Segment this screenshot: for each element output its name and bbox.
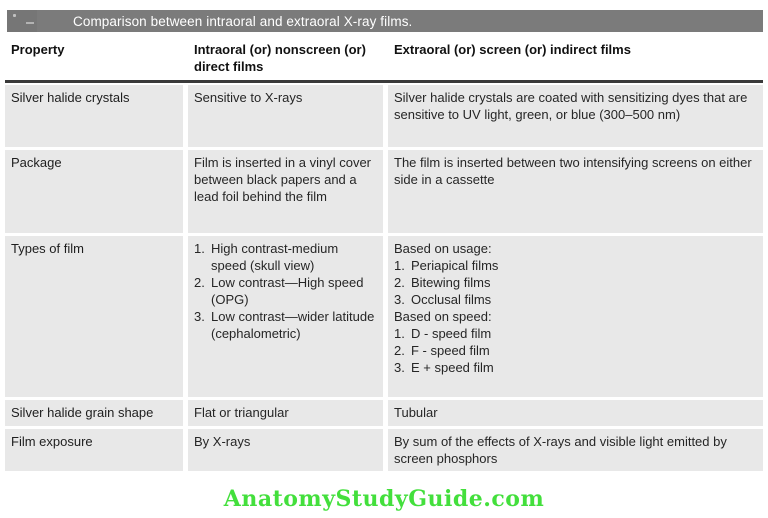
list-number: 2.: [394, 275, 405, 290]
list-text: Occlusal films: [411, 292, 492, 307]
cell-intraoral: Flat or triangular: [188, 400, 383, 426]
watermark-link[interactable]: AnatomyStudyGuide.com: [223, 486, 545, 512]
table-title-bar: [7, 10, 763, 32]
list-text: Periapical films: [411, 258, 499, 273]
cell-property: Film exposure: [5, 429, 183, 471]
list-text: Low contrast—wider latitude (cephalometric): [211, 309, 375, 341]
cell-property: Silver halide grain shape: [5, 400, 183, 426]
list-number: 3.: [394, 292, 405, 307]
cell-line: [394, 359, 757, 376]
list-number: 1.: [194, 241, 205, 256]
cell-extraoral: By sum of the effects of X-rays and visible light emitted by screen phosphors: [388, 429, 763, 471]
cell-extraoral: Tubular: [388, 400, 763, 426]
cell-intraoral: [188, 236, 383, 397]
cell-extraoral: Silver halide crystals are coated with sensitizing dyes that are sensitive to UV light, green, or blue (300–500 nm): [388, 85, 763, 147]
cell-line: [394, 257, 757, 274]
column-header-extraoral: Extraoral (or) screen (or) indirect films: [394, 42, 631, 57]
header-divider-rule: [5, 80, 763, 83]
table-body: [0, 85, 768, 471]
list-text: Bitewing films: [411, 275, 491, 290]
table-header-row: [5, 32, 763, 80]
cell-extraoral: [388, 236, 763, 397]
cell-line: [394, 291, 757, 308]
table-row: [5, 236, 763, 397]
table-title: Comparison between intraoral and extraoral X-ray films.: [73, 13, 413, 29]
list-number: 2.: [194, 275, 205, 290]
list-number: 1.: [394, 326, 405, 341]
column-header-intraoral: Intraoral (or) nonscreen (or) direct films: [194, 42, 366, 74]
cell-line: [194, 308, 377, 342]
cell-line: [194, 240, 377, 274]
cell-intraoral: Sensitive to X-rays: [188, 85, 383, 147]
cell-line: [394, 274, 757, 291]
cell-line: [394, 325, 757, 342]
cell-intraoral: Film is inserted in a vinyl cover between black papers and a lead foil behind the film: [188, 150, 383, 233]
cell-extraoral: The film is inserted between two intensifying screens on either side in a cassette: [388, 150, 763, 233]
erased-mark: [13, 14, 16, 17]
cell-line: [394, 342, 757, 359]
list-number: 1.: [394, 258, 405, 273]
table-row: [5, 150, 763, 233]
table-row: [5, 400, 763, 426]
table-row: [5, 429, 763, 471]
cell-line: Based on speed:: [394, 309, 492, 324]
footer: [0, 486, 768, 512]
erased-table-number-tag: [7, 10, 37, 32]
column-header-property: Property: [11, 42, 65, 57]
list-number: 3.: [394, 360, 405, 375]
list-number: 2.: [394, 343, 405, 358]
list-text: E + speed film: [411, 360, 494, 375]
list-number: 3.: [194, 309, 205, 324]
cell-property: Types of film: [5, 236, 183, 397]
cell-intraoral: By X-rays: [188, 429, 383, 471]
list-text: Low contrast—High speed (OPG): [211, 275, 364, 307]
cell-property: Package: [5, 150, 183, 233]
list-text: D - speed film: [411, 326, 492, 341]
cell-line: [194, 274, 377, 308]
list-text: High contrast-medium speed (skull view): [211, 241, 339, 273]
table-row: [5, 85, 763, 147]
list-text: F - speed film: [411, 343, 490, 358]
erased-mark: [26, 22, 34, 24]
cell-line: Based on usage:: [394, 241, 492, 256]
cell-property: Silver halide crystals: [5, 85, 183, 147]
